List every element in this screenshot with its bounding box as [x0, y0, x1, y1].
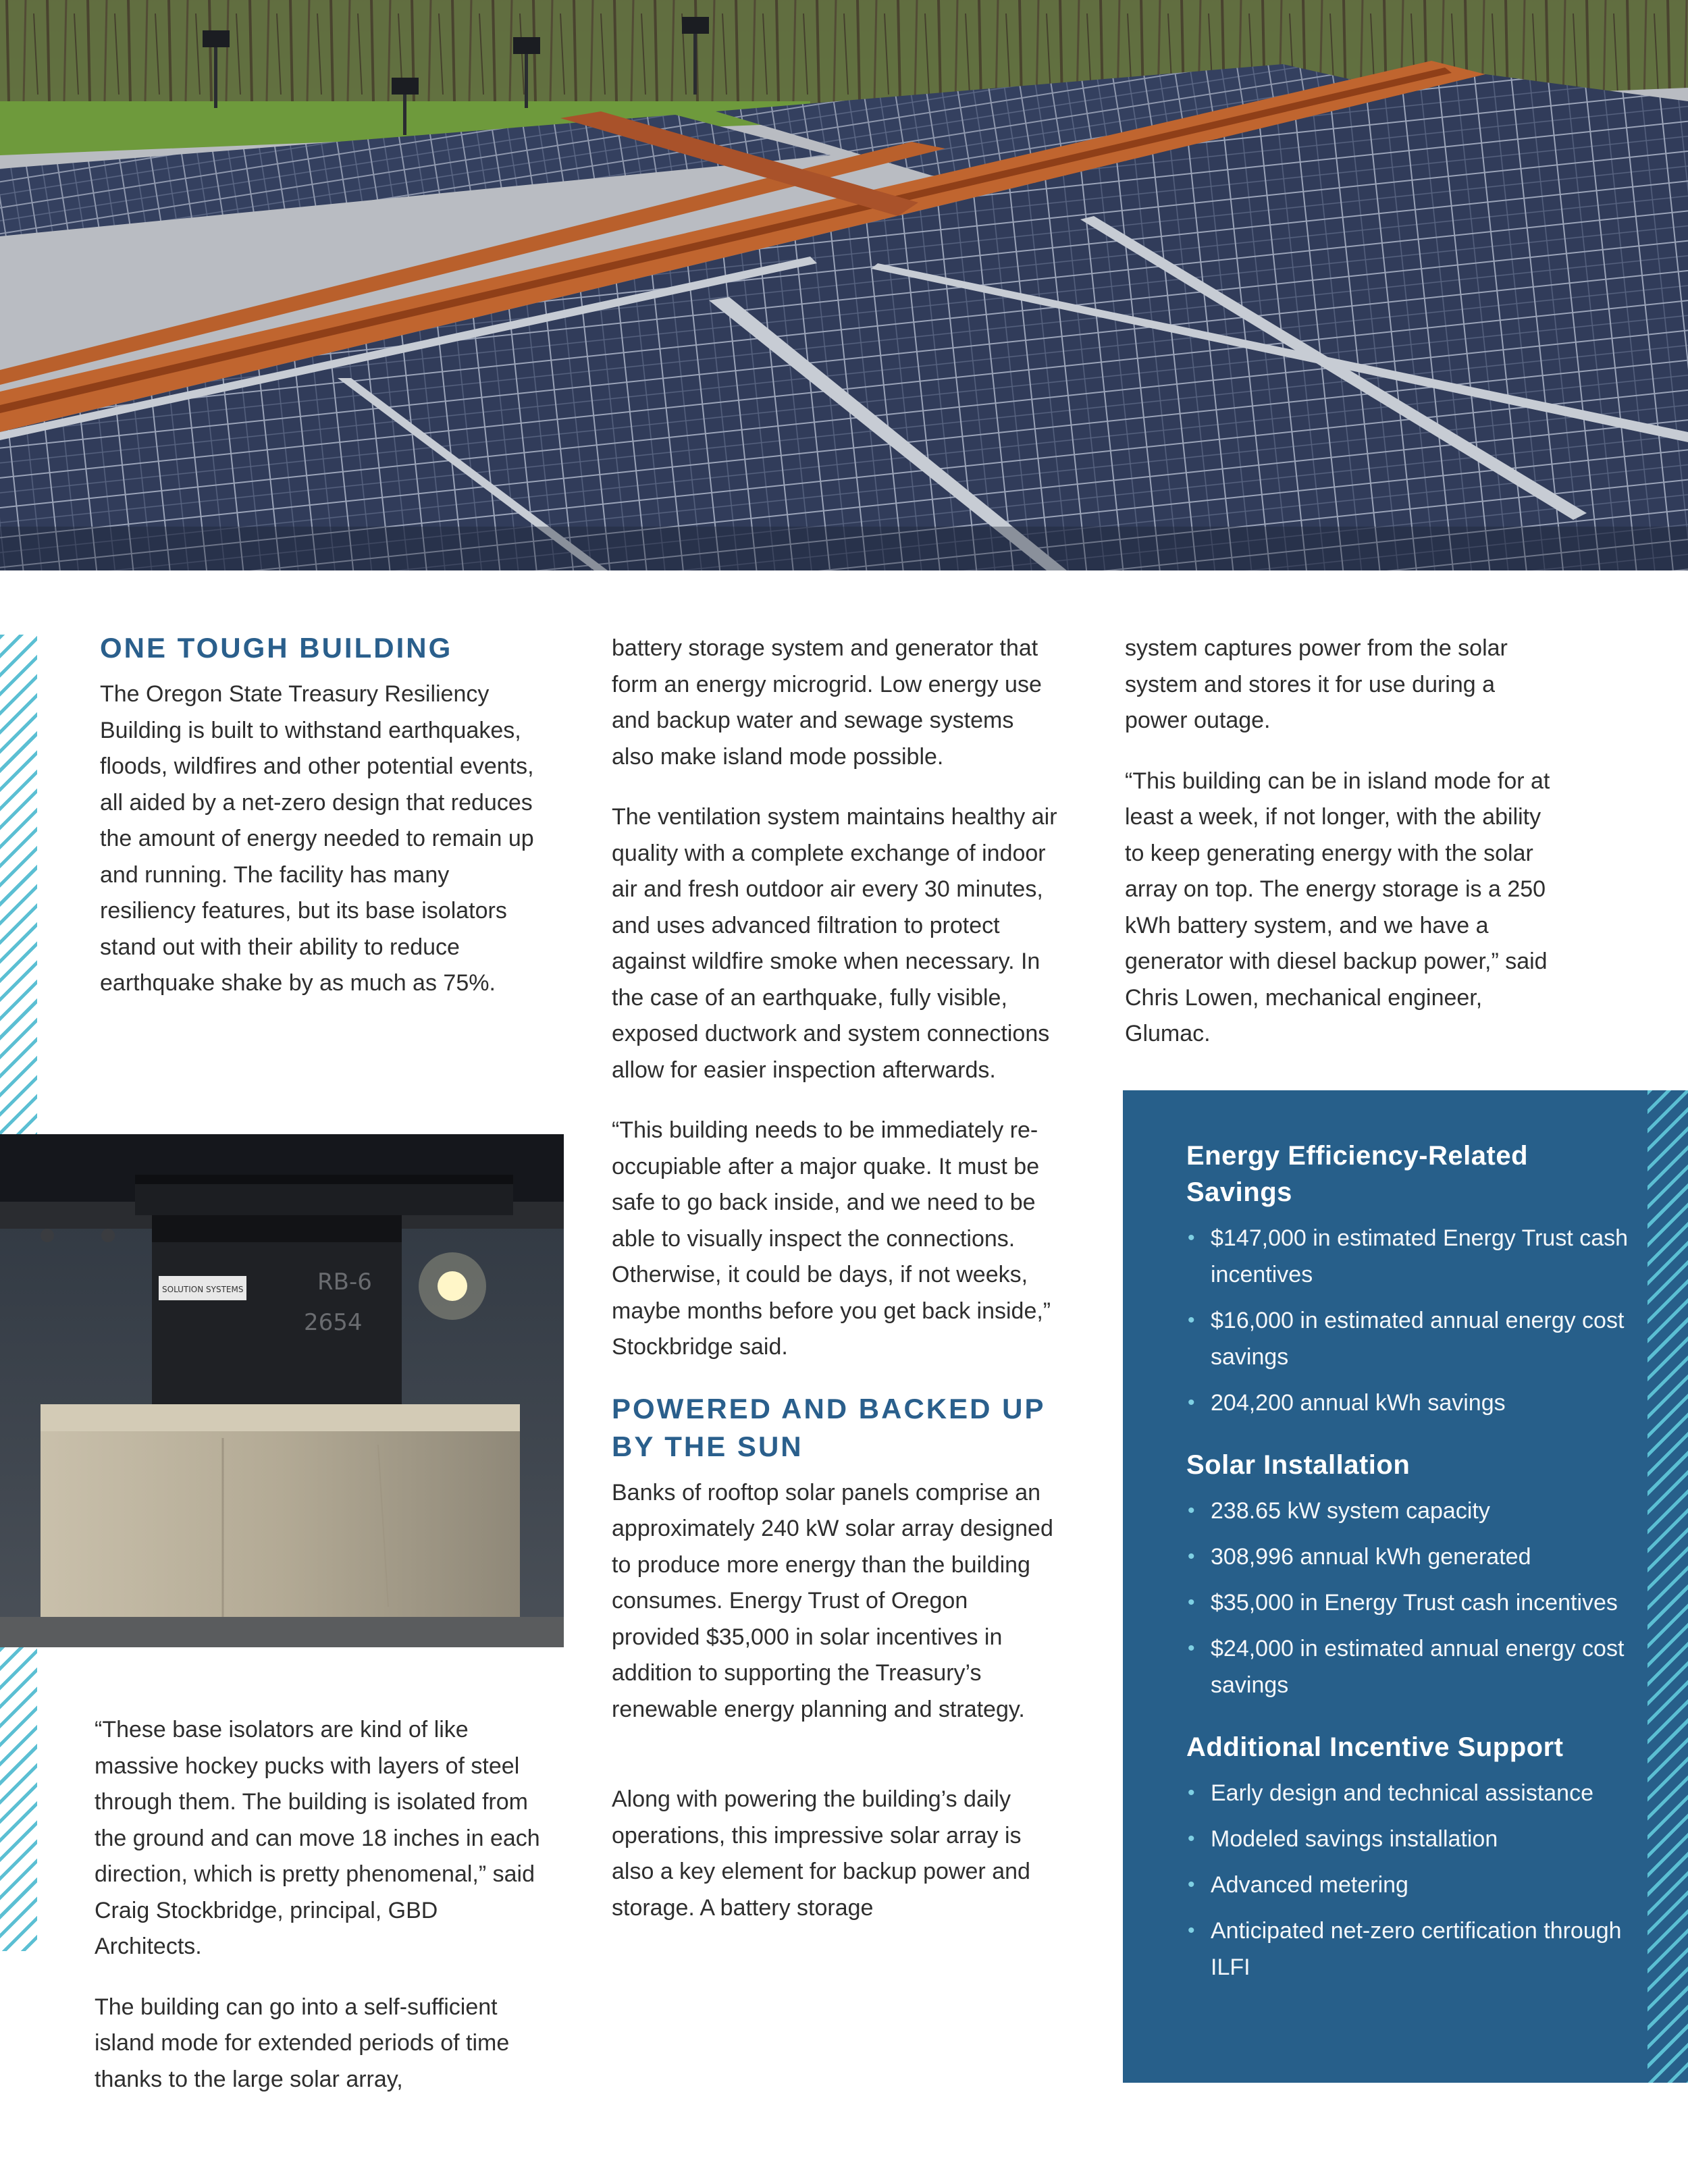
left-stripe-band-top — [0, 635, 37, 1134]
bullet-icon: • — [1188, 1227, 1195, 1249]
quote-base-isolators: “These base isolators are kind of like massive hockey pucks with layers of steel through them. The building is isolated from the ground and can move 18 inches in each direction, which is pretty phenomenal,” said Craig Stockbridge, principal, GBD Architects. — [95, 1717, 540, 1959]
middle-column — [612, 631, 1057, 1950]
bullet-icon: • — [1188, 1391, 1195, 1414]
heading-powered-by-sun: POWERED AND BACKED UP BY THE SUN — [612, 1392, 1045, 1462]
sidebar-list-item: • $35,000 in Energy Trust cash incentives — [1186, 1584, 1632, 1621]
left-column-lower — [95, 1712, 540, 2122]
hero-photo-solar-array — [0, 0, 1688, 570]
bullet-icon: • — [1188, 1828, 1195, 1850]
ventilation-paragraph: The ventilation system maintains healthy air quality with a complete exchange of indoor air and fresh outdoor air every 30 minutes, and uses advanced filtration to protect against wildfire smoke when necessary. In the case of an earthquake, fully visible, exposed ductwork and system connections allow for easier inspection afterwards. — [612, 804, 1057, 1083]
sidebar-list-item: • 204,200 annual kWh savings — [1186, 1385, 1632, 1421]
bullet-icon: • — [1188, 1309, 1195, 1331]
microgrid-paragraph: battery storage system and generator that form an energy microgrid. Low energy use and backup water and sewage systems also make island mode possible. — [612, 635, 1042, 770]
sidebar-list-solar-installation — [1186, 1493, 1632, 1703]
sidebar-list-energy-efficiency — [1186, 1220, 1632, 1421]
sidebar-list-item: • 308,996 annual kWh generated — [1186, 1539, 1632, 1575]
sidebar-list-item: • Anticipated net-zero certification through ILFI — [1186, 1913, 1632, 1986]
sidebar-heading-solar-installation: Solar Installation — [1186, 1450, 1410, 1480]
bullet-icon: • — [1188, 1545, 1195, 1568]
sidebar-stripe-band — [1647, 1090, 1688, 2083]
sidebar-list-item: • $147,000 in estimated Energy Trust cash incentives — [1186, 1220, 1632, 1293]
bullet-icon: • — [1188, 1499, 1195, 1522]
left-column — [100, 629, 539, 1026]
sidebar-heading-additional-support: Additional Incentive Support — [1186, 1732, 1564, 1762]
sidebar-content — [1186, 1138, 1632, 2011]
heading-one-tough-building: ONE TOUGH BUILDING — [100, 632, 453, 664]
solar-array-paragraph: Banks of rooftop solar panels comprise an approximately 240 kW solar array designed to produce more energy than the building consumes. Energy Trust of Oregon provided $35,000 in solar incentives in addition to supporting the Treasury’s renewable energy planning and strategy. — [612, 1479, 1053, 1722]
photo-isolator-stamp-line2: 2654 — [304, 1309, 363, 1336]
sidebar-list-additional-support — [1186, 1775, 1632, 1986]
sidebar-list-item: • 238.65 kW system capacity — [1186, 1493, 1632, 1529]
sidebar-heading-energy-efficiency: Energy Efficiency-Related Savings — [1186, 1141, 1528, 1207]
left-stripe-band-bottom — [0, 1647, 37, 1951]
quote-island-mode: “This building can be in island mode for at least a week, if not longer, with the ability to keep generating energy with the solar array on top. The energy storage is a 250 kWh battery system, and we have a generator with diesel backup power,” said Chris Lowen, mechanical engineer, Glumac. — [1125, 768, 1550, 1046]
intro-paragraph: The Oregon State Treasury Resiliency Building is built to withstand earthquakes, floods, wildfires and other potential events, all aided by a net-zero design that reduces the amount of energy needed to remain up and running. The facility has many resiliency features, but its base isolators stand out with their ability to reduce earthquake shake by as much as 75%. — [100, 681, 534, 996]
bullet-icon: • — [1188, 1782, 1195, 1804]
bullet-icon: • — [1188, 1591, 1195, 1614]
battery-storage-paragraph: system captures power from the solar system and stores it for use during a power outage. — [1125, 635, 1508, 733]
sidebar-list-item: • Advanced metering — [1186, 1867, 1632, 1903]
sidebar-list-item: • Modeled savings installation — [1186, 1821, 1632, 1857]
photo-isolator-label: SOLUTION SYSTEMS — [162, 1285, 244, 1294]
right-column — [1125, 631, 1564, 1077]
bullet-icon: • — [1188, 1919, 1195, 1942]
sidebar-list-item: • $16,000 in estimated annual energy cost savings — [1186, 1302, 1632, 1375]
photo-base-isolator — [0, 1134, 564, 1647]
photo-isolator-stamp-line1: RB-6 — [317, 1269, 372, 1296]
backup-power-paragraph: Along with powering the building’s daily operations, this impressive solar array is also a key element for backup power and storage. A battery storage — [612, 1786, 1030, 1921]
island-mode-paragraph: The building can go into a self-sufficient island mode for extended periods of time thanks to the large solar array, — [95, 1994, 510, 2092]
sidebar-list-item: • Early design and technical assistance — [1186, 1775, 1632, 1811]
bullet-icon: • — [1188, 1873, 1195, 1896]
sidebar-list-item: • $24,000 in estimated annual energy cost savings — [1186, 1630, 1632, 1703]
savings-sidebar — [1123, 1090, 1688, 2083]
bullet-icon: • — [1188, 1637, 1195, 1659]
quote-reoccupiable: “This building needs to be immediately re-occupiable after a major quake. It must be safe to go back inside, and we need to be able to visually inspect the connections. Otherwise, it could be days, if not weeks, maybe months before you get back inside,” Stockbridge said. — [612, 1117, 1051, 1360]
